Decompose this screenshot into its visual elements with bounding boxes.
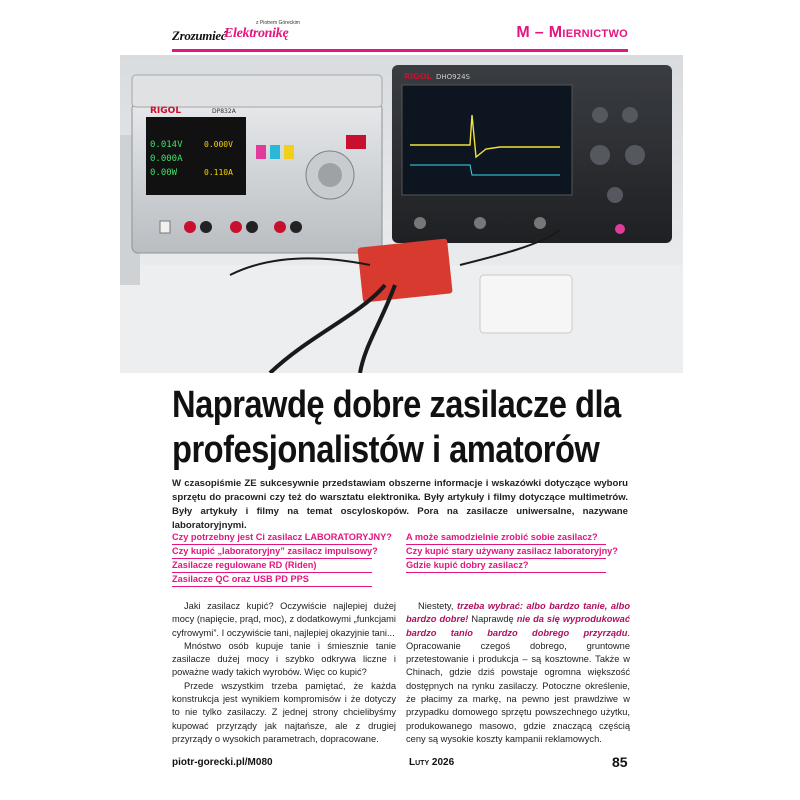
lab-equipment-photo xyxy=(120,55,683,373)
emphasis: nie da się wyprodukować bardzo tanio bardzo dobrego przyrządu xyxy=(406,614,630,638)
header-rule xyxy=(172,49,628,52)
footer-url[interactable]: piotr-gorecki.pl/M080 xyxy=(172,757,273,768)
paragraph: Niestety, trzeba wybrać: albo bardzo tanie, albo bardzo dobre! Naprawdę nie da się wyprodukować bardzo tanio bardzo dobrego przyrządu. Opracowanie czegoś dobrego, gruntowne przetestowanie i produkcja – są kosztowne. Także w Chinach, gdzie dziś powstaje ogromna większość dostępnych na rynku zasilaczy. Potoczne określenie, że płacimy za markę, na pewno jest prawdziwe w przypadku domowego sprzętu powszechnego użytku, produkowanego masowo, gdzie znaczącą częścią ceny są wysokie koszty kampanii reklamowych. xyxy=(406,601,630,744)
body-column-right xyxy=(406,600,630,746)
related-link[interactable]: Czy potrzebny jest Ci zasilacz LABORATORYJNY? xyxy=(172,531,372,545)
paragraph: Jaki zasilacz kupić? Oczywiście najlepiej dużej mocy (napięcie, prąd, moc), z dodatkowymi „funkcjami cyfrowymi”. I oczywiście tani, najlepiej okazyjnie tani... xyxy=(172,601,396,638)
footer-issue-date: Luty 2026 xyxy=(409,757,455,768)
emphasis: trzeba wybrać: albo bardzo tanie, albo bardzo dobre! xyxy=(406,601,630,625)
psu-readout-v2: 0.000V xyxy=(204,140,233,149)
psu-readout-a2: 0.110A xyxy=(204,168,233,177)
paragraph: Przede wszystkim trzeba pamiętać, że każda konstrukcja jest wynikiem kompromisów i że dotyczy to nie tylko zasilaczy. Z jednej strony chcielibyśmy kupować przyrządy jak najtańsze, ale z drugiej przyrządy o wysokich parametrach, dopracowane. xyxy=(172,680,396,744)
related-link[interactable]: Gdzie kupić dobry zasilacz? xyxy=(406,559,606,573)
title-line-1: Naprawdę dobre zasilacze dla xyxy=(172,384,621,426)
psu-brand: RIGOL xyxy=(150,106,182,116)
oscilloscope xyxy=(392,65,672,243)
logo-small-text: z Piotrem Góreckim xyxy=(256,20,300,26)
page-number: 85 xyxy=(612,754,628,770)
related-link[interactable]: A może samodzielnie zrobić sobie zasilacz? xyxy=(406,531,606,545)
lead-paragraph: W czasopiśmie ZE sukcesywnie przedstawiam obszerne informacje i wskazówki dotyczące wyboru sprzętu do pracowni czy też do warsztatu elektronika. Były artykuły i filmy dotyczące multimetrów. Były artykuły i filmy na temat oscyloskopów. Pora na zasilacze uniwersalne, nazywane laboratoryjnymi. xyxy=(172,478,628,531)
logo-part2: Elektronikę xyxy=(224,26,289,41)
magazine-logo xyxy=(172,22,307,46)
body-column-left xyxy=(172,600,396,746)
psu-model: DP832A xyxy=(212,108,236,115)
psu-readout-w1: 0.00W xyxy=(150,168,178,178)
related-links-right xyxy=(406,531,618,573)
article-title xyxy=(172,383,621,473)
related-link[interactable]: Czy kupić „laboratoryjny” zasilacz impulsowy? xyxy=(172,545,372,559)
psu-readout-a1: 0.000A xyxy=(150,154,183,164)
paragraph: Mnóstwo osób kupuje tanie i śmiesznie tanie zasilacze dużej mocy i szybko odkrywa liczne i poważne wady takich wyrobów. Więc co kupić? xyxy=(172,640,396,678)
psu-readout-v1: 0.014V xyxy=(150,140,183,150)
section-title: M – Miernictwo xyxy=(516,24,628,41)
scope-brand: RIGOL xyxy=(404,72,432,81)
related-links-left xyxy=(172,531,392,587)
related-link[interactable]: Zasilacze regulowane RD (Riden) xyxy=(172,559,372,573)
related-link[interactable]: Czy kupić stary używany zasilacz laboratoryjny? xyxy=(406,545,606,559)
power-supply xyxy=(132,75,382,253)
scope-model: DHO924S xyxy=(436,73,470,81)
related-link[interactable]: Zasilacze QC oraz USB PD PPS xyxy=(172,573,372,587)
logo-part1: Zrozumieć xyxy=(172,28,227,43)
title-line-2: profesjonalistów i amatorów xyxy=(172,429,600,471)
